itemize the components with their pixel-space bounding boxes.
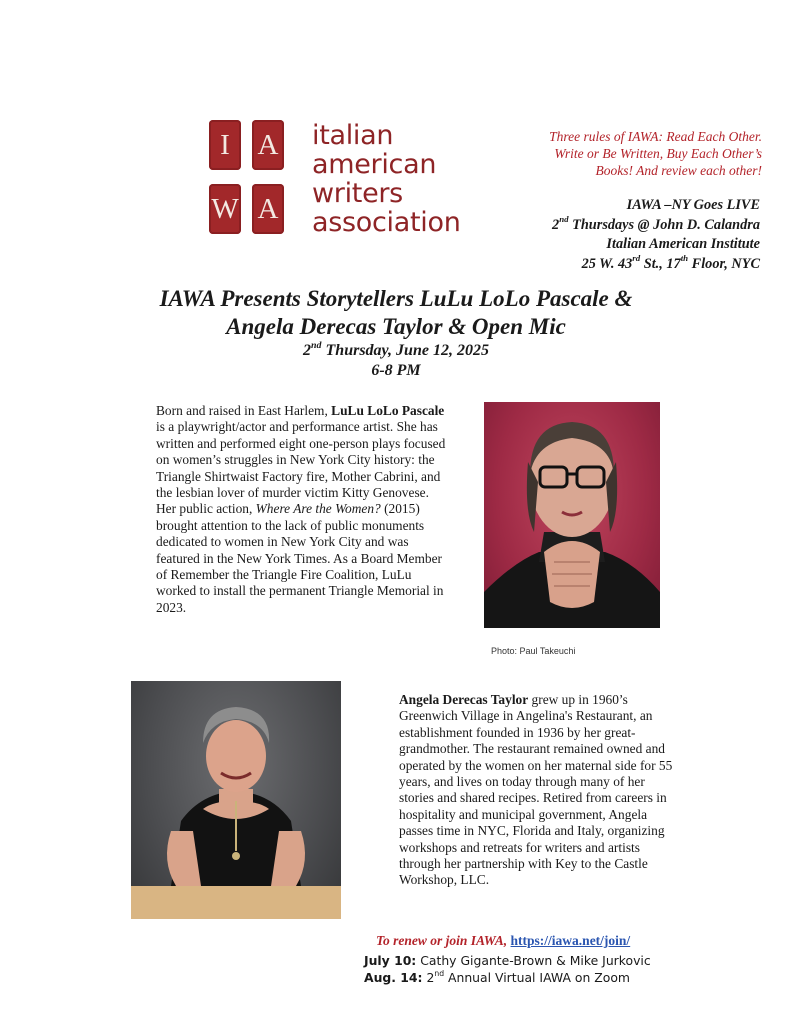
logo-tile-a: A (252, 120, 284, 170)
live-event-info: IAWA –NY Goes LIVE 2nd Thursdays @ John D. Calandra Italian American Institute 25 W. 43rd St., 17th Floor, NYC (552, 197, 760, 272)
iawa-logo (205, 117, 461, 238)
event-date: 2nd Thursday, June 12, 2025 (303, 339, 489, 359)
logo-wordmark: italian american writers association (312, 120, 461, 238)
logo-tile-a2: A (252, 184, 284, 234)
renew-join: To renew or join IAWA, https://iawa.net/join/ (376, 933, 631, 948)
angela-photo (131, 681, 341, 919)
iawa-rules: Three rules of IAWA: Read Each Other. Write or Be Written, Buy Each Other’s Books! And review each other! (549, 129, 762, 178)
angela-bio: Angela Derecas Taylor grew up in 1960’s Greenwich Village in Angelina's Restaurant, an establishment founded in 1936 by her great-grandmother. The restaurant remained owned and operated by the women on her maternal side for 55 years, and lives on today through many of her stories and shared recipes. Retired from careers in hospitality and municipal government, Angela passes time in NYC, Florida and Italy, organizing workshops and retreats for writers and artists through her partnership with Key to the Castle Workshop, LLC. (399, 692, 673, 888)
event-aug: Aug. 14: 2nd Annual Virtual IAWA on Zoom (364, 969, 630, 985)
photo-credit: Photo: Paul Takeuchi (491, 646, 576, 656)
lulu-bio: Born and raised in East Harlem, LuLu LoLo Pascale is a playwright/actor and performance artist. She has written and performed eight one-person plays focused on women’s struggles in New York City history: the Triangle Shirtwaist Factory fire, Mother Cabrini, and the lesbian lover of murder victim Kitty Genovese. Her public action, Where Are the Women? (2015) brought attention to the lack of public monuments dedicated to women in New York City and was featured in the New York Times. As a Board Member of Remember the Triangle Fire Coalition, LuLu worked to install the permanent Triangle Memorial in 2023. (156, 403, 446, 615)
event-time: 6-8 PM (371, 362, 421, 379)
logo-tile-w: W (209, 184, 241, 234)
logo-tile-i: I (209, 120, 241, 170)
headline-title-2: Angela Derecas Taylor & Open Mic (226, 314, 566, 339)
lulu-photo (484, 402, 660, 628)
headline-title-1: IAWA Presents Storytellers LuLu LoLo Pascale & (159, 286, 633, 311)
event-headline (60, 285, 732, 381)
event-july: July 10: Cathy Gigante-Brown & Mike Jurkovic (364, 953, 651, 968)
join-link[interactable]: https://iawa.net/join/ (510, 933, 631, 948)
